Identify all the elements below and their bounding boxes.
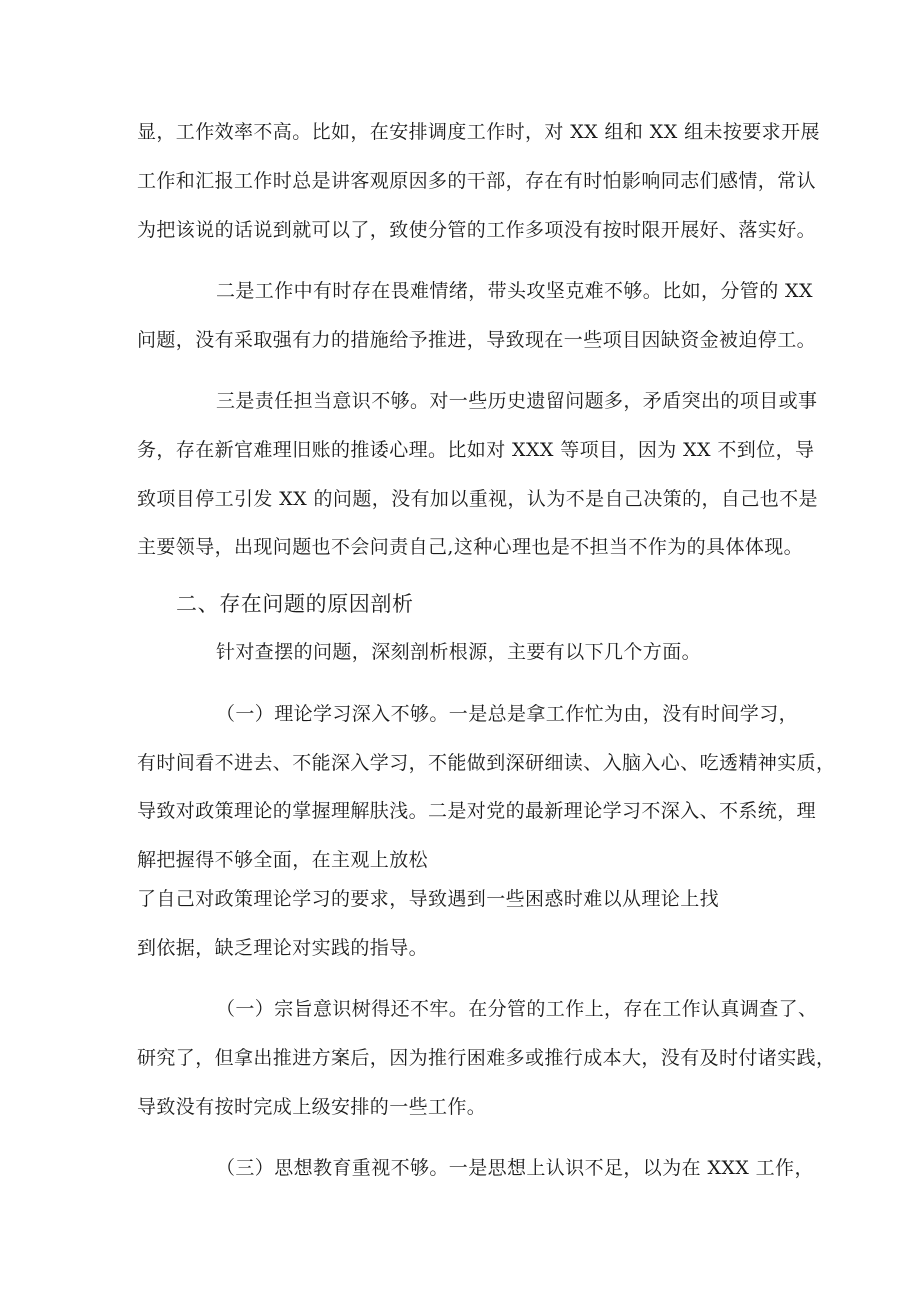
- text-line: 致项目停工引发 XX 的问题，没有加以重视，认为不是自己决策的，自己也不是: [137, 488, 818, 510]
- text-line: 导致对政策理论的掌握理解肤浅。二是对党的最新理论学习不深入、不系统，理: [137, 800, 817, 822]
- text-line: 主要领导，出现问题也不会问责自己,这种心理也是不担当不作为的具体体现。: [137, 536, 804, 558]
- text-line: 问题，没有采取强有力的措施给予推进，导致现在一些项目因缺资金被迫停工。: [137, 329, 817, 351]
- text-line: 显，工作效率不高。比如，在安排调度工作时，对 XX 组和 XX 组未按要求开展: [137, 121, 820, 143]
- text-line: （一）理论学习深入不够。一是总是拿工作忙为由，没有时间学习，: [216, 703, 799, 725]
- text-line: 务，存在新官难理旧账的推诿心理。比如对 XXX 等项目，因为 XX 不到位，导: [137, 439, 815, 461]
- text-line: 解把握得不够全面，在主观上放松: [137, 849, 429, 871]
- text-line: 导致没有按时完成上级安排的一些工作。: [137, 1096, 487, 1118]
- text-line: 工作和汇报工作时总是讲客观原因多的干部，存在有时怕影响同志们感情，常认: [137, 170, 817, 192]
- text-line: 到依据，缺乏理论对实践的指导。: [137, 937, 429, 959]
- section-heading: 二、存在问题的原因剖析: [176, 592, 414, 616]
- text-line: 了自己对政策理论学习的要求，导致遇到一些困惑时难以从理论上找: [137, 888, 720, 910]
- text-line: 为把该说的话说到就可以了，致使分管的工作多项没有按时限开展好、落实好。: [137, 219, 817, 241]
- text-line: 有时间看不进去、不能深入学习，不能做到深研细读、入脑入心、吃透精神实质，: [137, 752, 836, 774]
- text-line: （三）思想教育重视不够。一是思想上认识不足，以为在 XXX 工作，: [216, 1157, 814, 1179]
- text-line: 三是责任担当意识不够。对一些历史遗留问题多，矛盾突出的项目或事: [216, 390, 818, 412]
- text-line: 研究了，但拿出推进方案后，因为推行困难多或推行成本大，没有及时付诸实践，: [137, 1047, 836, 1069]
- text-line: （一）宗旨意识树得还不牢。在分管的工作上，存在工作认真调查了、: [216, 998, 818, 1020]
- text-line: 针对查摆的问题，深刻剖析根源，主要有以下几个方面。: [216, 641, 702, 663]
- text-line: 二是工作中有时存在畏难情绪，带头攻坚克难不够。比如，分管的 XX: [216, 280, 813, 302]
